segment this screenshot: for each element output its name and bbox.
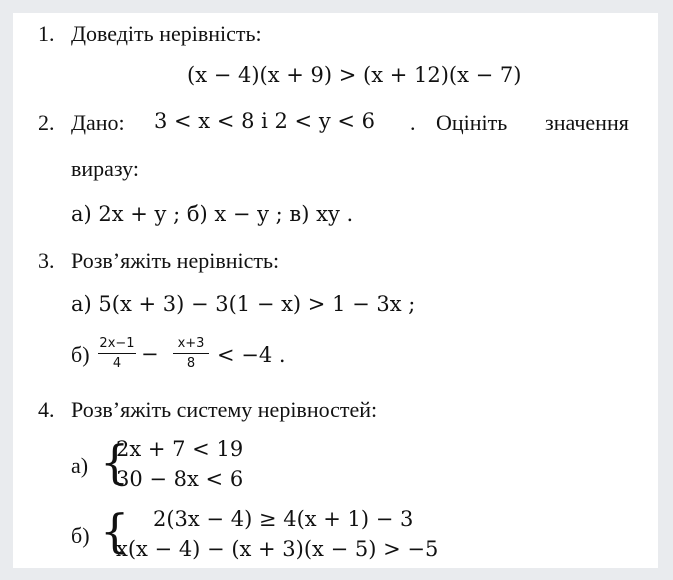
system-brace-b: { xyxy=(100,504,130,558)
fraction-1-bar xyxy=(98,353,136,354)
system-a-line-2: 30 − 8x < 6 xyxy=(116,467,244,491)
problem-3-part-b-label: б) xyxy=(71,342,90,367)
problem-3-part-a: а) 5(x + 3) − 3(1 − x) > 1 − 3x ; xyxy=(71,292,416,316)
fraction-1-numerator: 2x−1 xyxy=(99,336,135,351)
system-a-line-1: 2x + 7 < 19 xyxy=(116,437,244,461)
problem-2-number: 2. xyxy=(38,110,55,135)
problem-4-part-a-label: а) xyxy=(71,453,89,478)
problem-2-given-math: 3 < x < 8 і 2 < y < 6 xyxy=(154,109,376,133)
problem-3-fraction-1 xyxy=(98,336,136,371)
problem-3-heading: Розв’яжіть нерівність: xyxy=(71,248,280,273)
problem-2-parts: а) 2x + y ; б) x − y ; в) xy . xyxy=(71,202,354,226)
problem-4-part-b-label: б) xyxy=(71,523,90,548)
problem-4-number: 4. xyxy=(38,397,55,422)
problem-3-fraction-2 xyxy=(173,336,209,371)
system-b-line-1: 2(3x − 4) ≥ 4(x + 1) − 3 xyxy=(153,507,414,531)
problem-2-word-estimate: Оцініть xyxy=(436,110,508,135)
worksheet xyxy=(13,13,658,568)
system-b-line-2: x(x − 4) − (x + 3)(x − 5) > −5 xyxy=(116,537,439,561)
system-brace-a: { xyxy=(100,435,130,489)
problem-2-line2: виразу: xyxy=(71,156,139,181)
problem-3-part-b-tail: < −4 . xyxy=(217,343,286,367)
problem-4-heading: Розв’яжіть систему нерівностей: xyxy=(71,397,378,422)
problem-1-number: 1. xyxy=(38,21,55,46)
problem-1-formula: (x − 4)(x + 9) > (x + 12)(x − 7) xyxy=(187,63,522,87)
fraction-1-denominator: 4 xyxy=(112,356,122,371)
fraction-2-bar xyxy=(173,353,209,354)
fraction-2-denominator: 8 xyxy=(186,356,196,371)
problem-2-word-value: значення xyxy=(545,110,629,135)
problem-2-dot: . xyxy=(410,110,416,135)
fraction-2-numerator: x+3 xyxy=(177,336,205,351)
problem-2-given-label: Дано: xyxy=(71,110,125,135)
problem-3-part-b-minus: − xyxy=(141,342,159,366)
problem-3-number: 3. xyxy=(38,248,55,273)
problem-1-heading: Доведіть нерівність: xyxy=(71,21,262,46)
